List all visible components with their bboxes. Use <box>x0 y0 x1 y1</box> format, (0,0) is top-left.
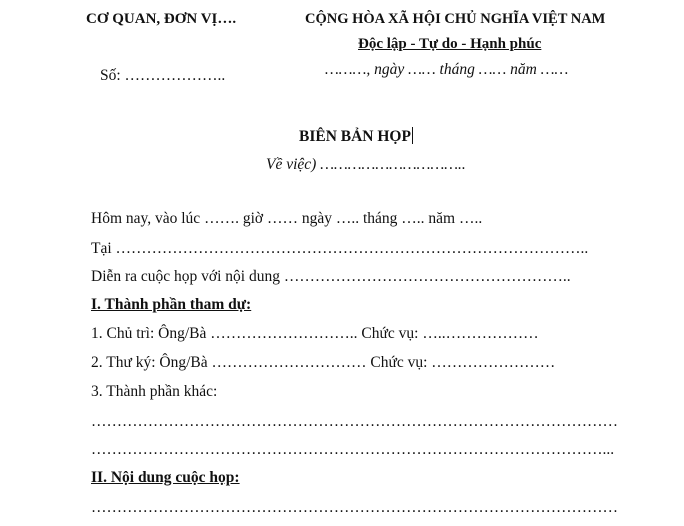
agency-name: CƠ QUAN, ĐƠN VỊ…. <box>86 11 237 27</box>
section-content-heading: II. Nội dung cuộc họp: <box>91 469 240 486</box>
national-motto: Độc lập - Tự do - Hạnh phúc <box>358 36 542 52</box>
other-attendees-line: 3. Thành phần khác: <box>91 383 218 400</box>
dotted-line: ………………………………………………………………………………………… <box>91 499 618 516</box>
meeting-time-line: Hôm nay, vào lúc ……. giờ …… ngày ….. tháng ….. năm ….. <box>91 210 483 227</box>
document-title-text: BIÊN BẢN HỌP <box>299 128 411 145</box>
document-number: Số: ……………….. <box>100 67 226 84</box>
national-title: CỘNG HÒA XÃ HỘI CHỦ NGHĨA VIỆT NAM <box>305 11 606 27</box>
chair-line: 1. Chủ trì: Ông/Bà ……………………….. Chức vụ: …..……………… <box>91 325 539 342</box>
text-cursor <box>412 127 413 144</box>
secretary-line: 2. Thư ký: Ông/Bà ………………………… Chức vụ: …………………… <box>91 354 556 371</box>
dotted-line: ………………………………………………………………………………………… <box>91 413 618 430</box>
meeting-place-line: Tại ……………………………………………………………………………….. <box>91 240 589 257</box>
document-title[interactable] <box>299 127 413 146</box>
document-subject: Về việc) ………………………….. <box>266 156 466 173</box>
place-date: ………, ngày …… tháng …… năm …… <box>325 61 569 78</box>
section-attendees-heading: I. Thành phần tham dự: <box>91 296 252 313</box>
dotted-line: ………………………………………………………………………………………... <box>91 441 615 458</box>
meeting-content-line: Diễn ra cuộc họp với nội dung ……………………………………………….. <box>91 268 571 285</box>
